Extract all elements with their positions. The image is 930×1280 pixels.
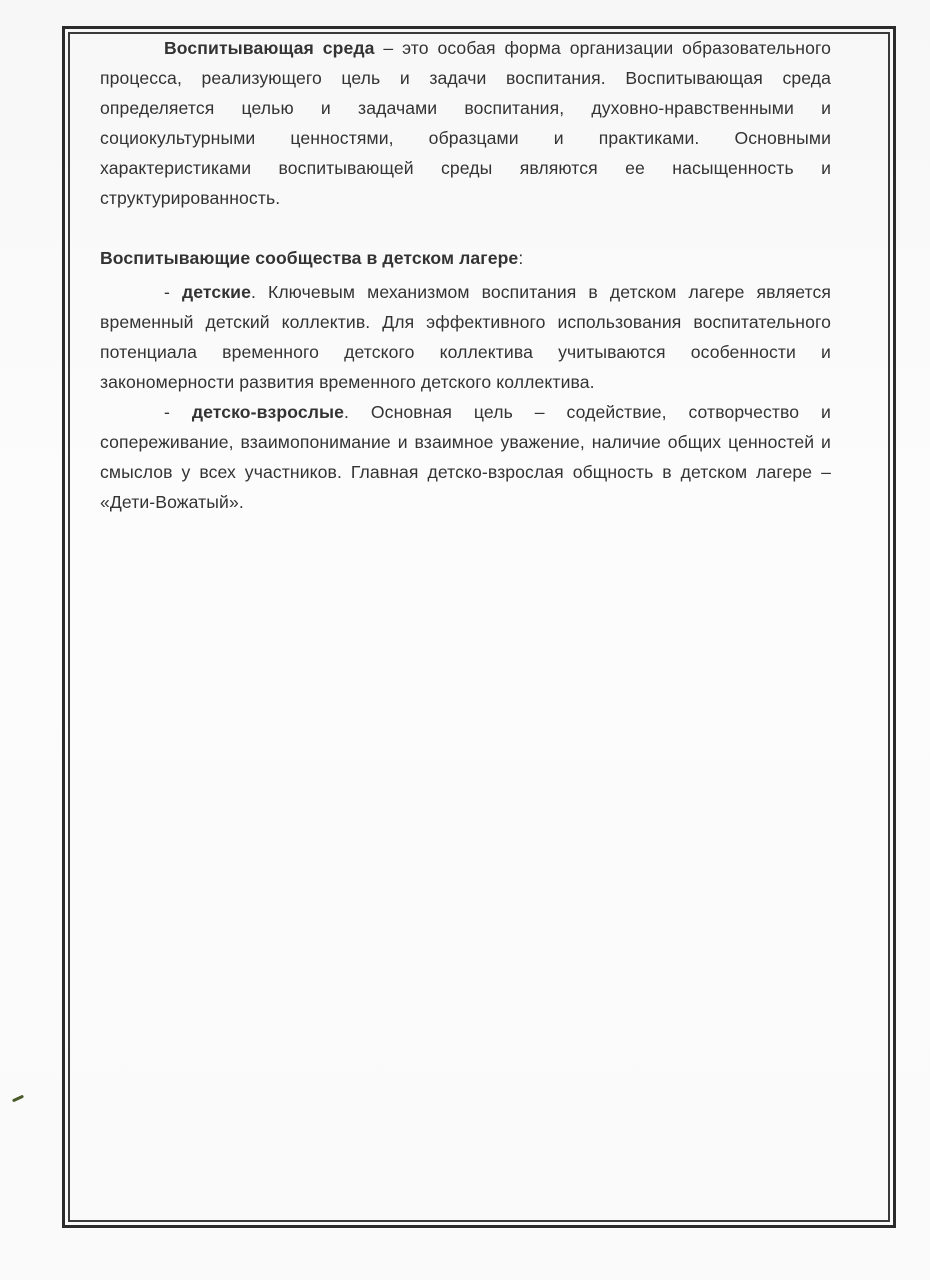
definition-text: – это особая форма организации образовательного процесса, реализующего цель и задачи воспитания. Воспитывающая среда определяется целью и задачами воспитания, духовно-нравственными и социокультурными ценностями, образцами и практиками. Основными характеристиками воспитывающей среды являются ее насыщенность и структурированность.	[100, 38, 831, 208]
term-children: детские	[181, 282, 251, 302]
term-upbringing-environment: Воспитывающая среда	[164, 38, 375, 58]
term-children-adults: детско-взрослые	[191, 402, 345, 422]
list-dash: -	[164, 402, 192, 422]
section-heading	[100, 243, 831, 273]
paragraph-definition	[100, 33, 831, 213]
heading-colon: :	[518, 248, 524, 268]
list-item-children-adults	[100, 397, 831, 517]
list-dash: -	[164, 282, 182, 302]
document-body	[100, 33, 831, 517]
list-item-text: . Ключевым механизмом воспитания в детском лагере является временный детский коллектив. Для эффективного использования воспитательного потенциала временного детского коллектива учитываются особенности и закономерности развития временного детского коллектива.	[100, 282, 831, 392]
list-item-text: . Основная цель – содействие, сотворчество и сопереживание, взаимопонимание и взаимное уважение, наличие общих ценностей и смыслов у всех участников. Главная детско-взрослая общность в детском лагере – «Дети-Вожатый».	[100, 402, 831, 512]
list-item-children	[100, 277, 831, 397]
heading-text: Воспитывающие сообщества в детском лагере	[100, 248, 519, 268]
